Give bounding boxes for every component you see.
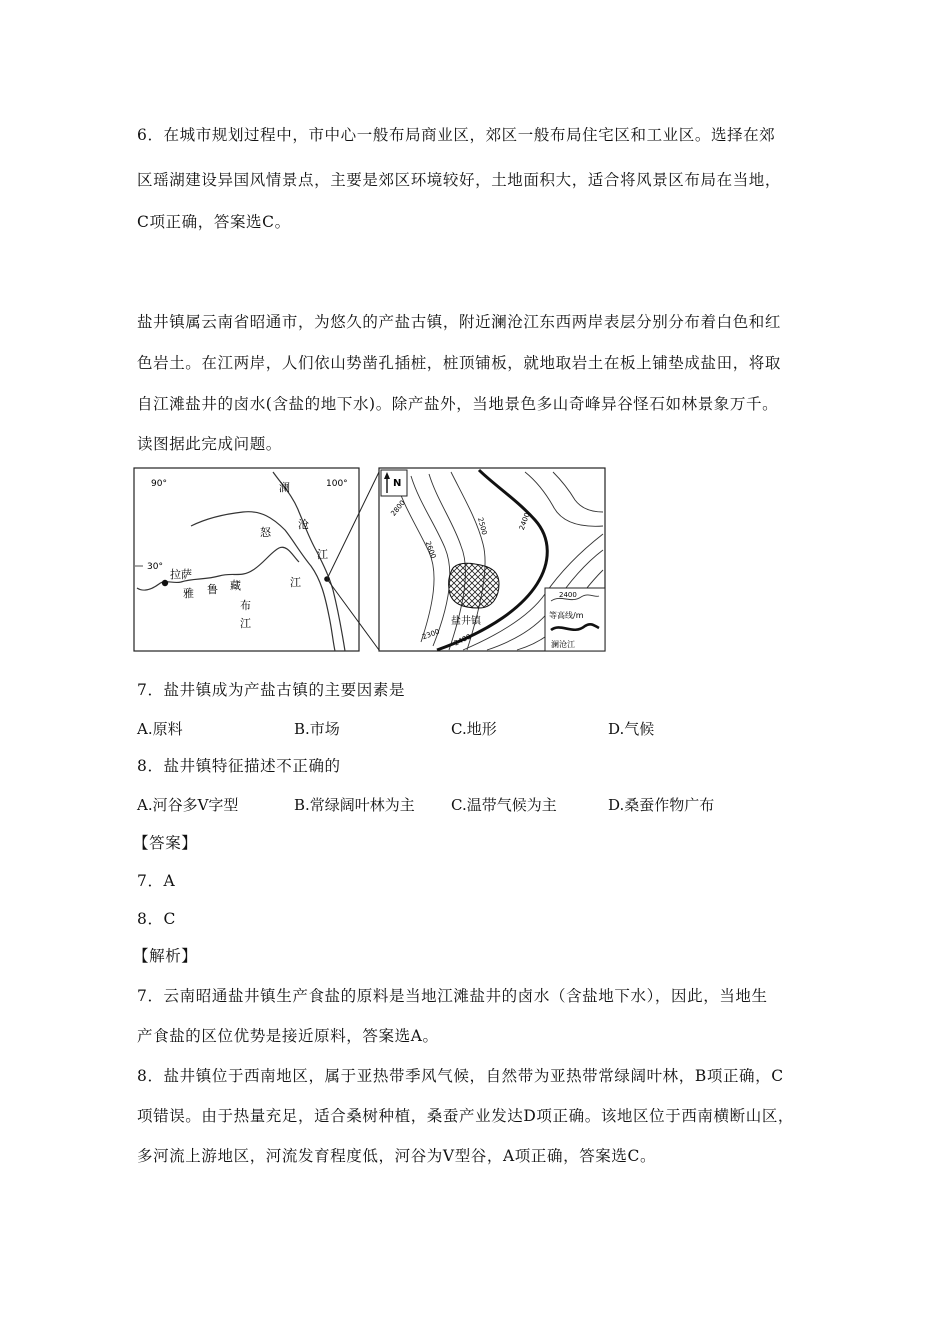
legend-value: 2400 <box>559 591 577 599</box>
lhasa-dot <box>162 580 168 586</box>
q6-explanation-line-3: C项正确，答案选C。 <box>137 213 291 231</box>
analysis-line-2: 产食盐的区位优势是接近原料，答案选A。 <box>137 1027 439 1045</box>
analysis-header: 【解析】 <box>133 947 198 965</box>
passage-line-3: 自江滩盐井的卤水(含盐的地下水)。除产盐外，当地景色多山奇峰异谷怪石如林景象万千。 <box>137 395 779 413</box>
river-char-ya: 雅 <box>183 587 194 600</box>
answer-8: 8．C <box>137 910 177 928</box>
passage-line-2: 色岩土。在江两岸，人们依山势凿孔插桩，桩顶铺板，就地取岩土在板上铺垫成盐田，将取 <box>137 354 782 372</box>
q6-explanation-line-1: 6．在城市规划过程中，市中心一般布局商业区，郊区一般布局住宅区和工业区。选择在郊 <box>137 126 776 144</box>
contour-label-2500: 2500 <box>476 516 489 536</box>
q8-option-b: B.常绿阔叶林为主 <box>294 796 415 814</box>
analysis-line-5: 多河流上游地区，河流发育程度低，河谷为V型谷，A项正确，答案选C。 <box>137 1147 657 1165</box>
town-label: 盐井镇 <box>451 616 481 627</box>
river-char-bu: 布 <box>240 599 251 612</box>
map-figure <box>133 466 607 652</box>
nu-char-jiang: 江 <box>290 576 301 589</box>
left-location-map <box>134 468 379 651</box>
analysis-line-1: 7．云南昭通盐井镇生产食盐的原料是当地江滩盐井的卤水（含盐地下水），因此，当地生 <box>137 987 768 1005</box>
lon-90-label: 90° <box>151 479 167 489</box>
q8-option-d: D.桑蚕作物广布 <box>608 796 715 814</box>
right-contour-map <box>379 468 605 651</box>
nu-char-nu: 怒 <box>260 526 271 539</box>
contour-label-2800: 2800 <box>389 498 407 518</box>
q7-stem: 7．盐井镇成为产盐古镇的主要因素是 <box>137 681 406 699</box>
analysis-line-3: 8．盐井镇位于西南地区，属于亚热带季风气候，自然带为亚热带常绿阔叶林，B项正确，C <box>137 1067 784 1085</box>
q7-option-c: C.地形 <box>451 720 497 738</box>
river-char-zang: 藏 <box>230 579 241 592</box>
lancang-char-lan: 澜 <box>279 481 290 494</box>
answer-header: 【答案】 <box>133 834 198 852</box>
q7-option-d: D.气候 <box>608 720 655 738</box>
contour-label-2400b: 2400 <box>452 632 473 648</box>
city-label-lhasa: 拉萨 <box>170 568 192 581</box>
contour-label-2600: 2600 <box>423 540 438 560</box>
north-label: N <box>393 478 402 489</box>
q7-option-a: A.原料 <box>137 720 183 738</box>
q8-option-c: C.温带气候为主 <box>451 796 557 814</box>
map-svg <box>133 466 607 652</box>
river-char-jiang: 江 <box>240 617 251 630</box>
river-char-lu: 鲁 <box>207 583 218 596</box>
lancang-char-cang: 沧 <box>298 518 309 531</box>
q7-option-b: B.市场 <box>294 720 340 738</box>
q8-stem: 8．盐井镇特征描述不正确的 <box>137 757 341 775</box>
legend-contour-label: 等高线/m <box>549 611 584 620</box>
q8-option-a: A.河谷多V字型 <box>137 796 239 814</box>
contour-label-2400a: 2400 <box>517 511 532 532</box>
contour-label-2300: 2300 <box>421 627 441 642</box>
legend-river-label: 澜沧江 <box>551 640 575 649</box>
answer-7: 7．A <box>137 872 176 890</box>
town-area <box>449 563 499 608</box>
analysis-line-4: 项错误。由于热量充足，适合桑树种植，桑蚕产业发达D项正确。该地区位于西南横断山区， <box>137 1107 795 1125</box>
q6-explanation-line-2: 区瑶湖建设异国风情景点，主要是郊区环境较好，土地面积大，适合将风景区布局在当地， <box>137 171 782 189</box>
passage-line-4: 读图据此完成问题。 <box>137 435 282 453</box>
lancang-char-jiang: 江 <box>317 548 328 561</box>
passage-line-1: 盐井镇属云南省昭通市，为悠久的产盐古镇，附近澜沧江东西两岸表层分别分布着白色和红 <box>137 313 782 331</box>
lon-100-label: 100° <box>326 479 348 489</box>
lat-30-label: 30° <box>147 562 163 572</box>
